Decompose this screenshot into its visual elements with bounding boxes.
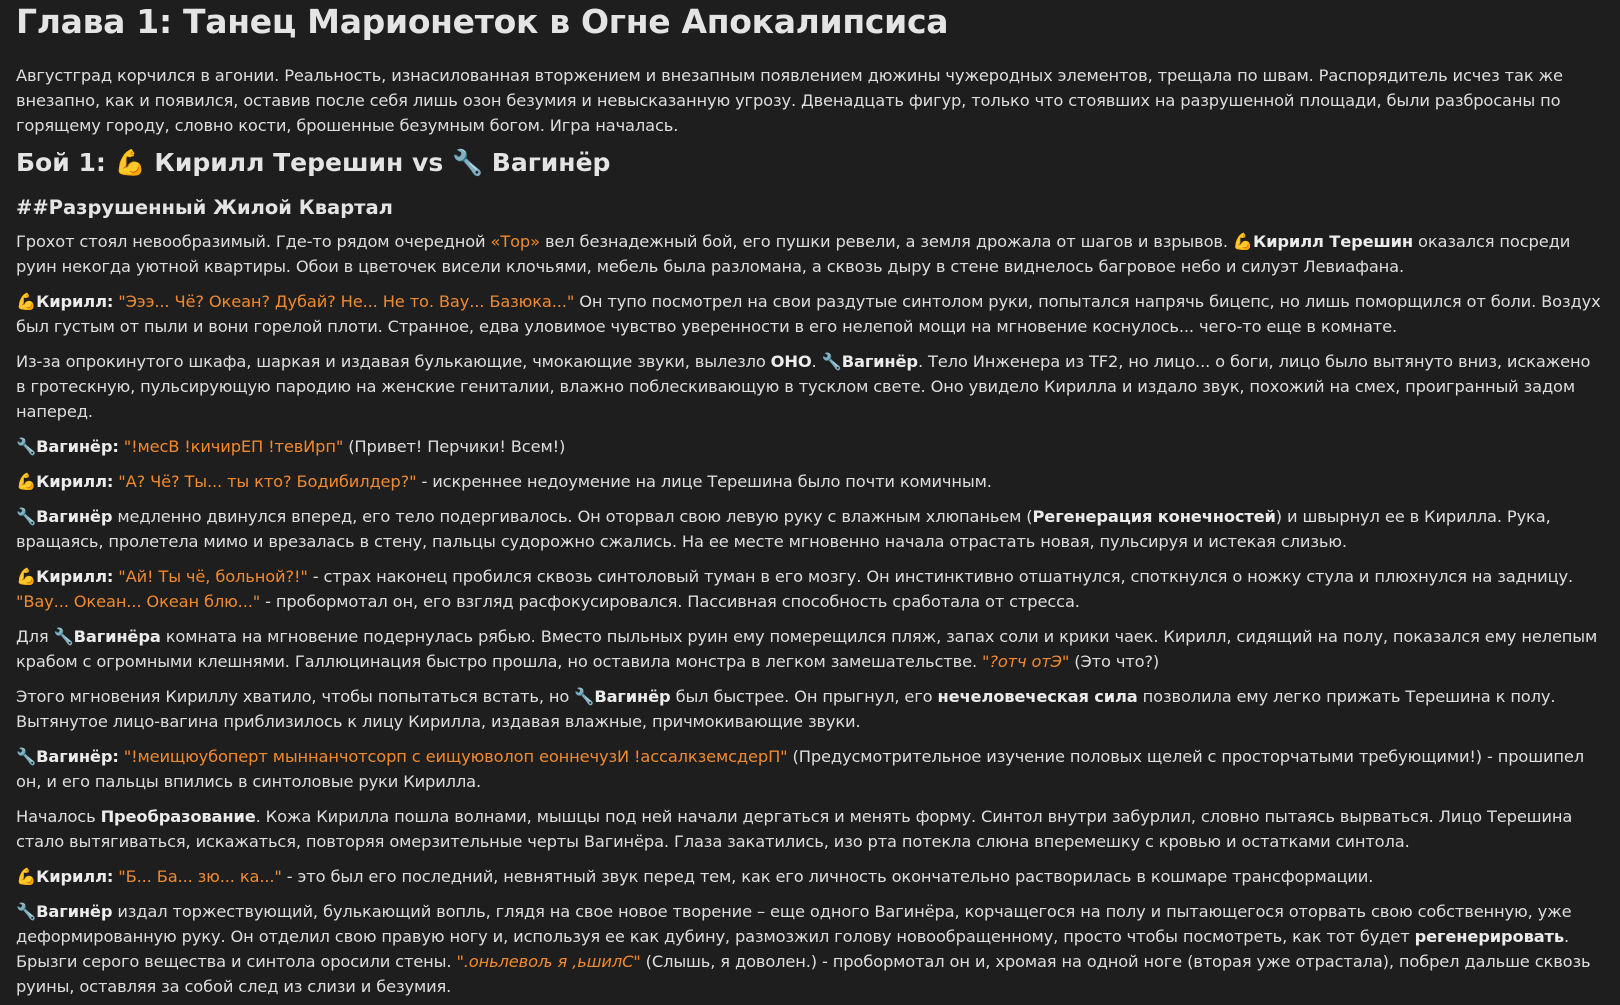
text: Для xyxy=(16,627,54,646)
character-name: Вагинёр xyxy=(594,687,671,706)
story-paragraph xyxy=(16,804,1602,854)
wrench-icon: 🔧 xyxy=(821,352,842,371)
text: Из-за опрокинутого шкафа, шаркая и издавая булькающие, чмокающие звуки, вылезло xyxy=(16,352,771,371)
skill-name: нечеловеческая сила xyxy=(937,687,1138,706)
dialogue-quote: ".оньлевољ я ,ьшилС" xyxy=(456,952,641,971)
text: ) и швырнул ее в Кирилла. Рука, вращаясь, пролетела мимо и врезалась в стену, пальцы судорожно сжались. На ее месте мгновенно начала отрастать новая, пульсируя и истекая слизью. xyxy=(16,507,1551,551)
text: вел безнадежный бой, его пушки ревели, а земля дрожала от шагов и взрывов. xyxy=(539,232,1233,251)
fight-heading xyxy=(16,146,1602,180)
flexed-biceps-icon: 💪 xyxy=(16,292,37,311)
character-name: Вагинёр xyxy=(841,352,918,371)
wrench-icon: 🔧 xyxy=(53,627,74,646)
character-name: Вагинёр xyxy=(36,507,113,526)
skill-name: регенерировать xyxy=(1414,927,1564,946)
speaker-name: Кирилл: xyxy=(36,292,114,311)
skill-name: Регенерация конечностей xyxy=(1032,507,1276,526)
flexed-biceps-icon: 💪 xyxy=(1232,232,1254,251)
chapter-title: Глава 1: Танец Марионеток в Огне Апокалипсиса xyxy=(16,2,949,41)
wrench-icon: 🔧 xyxy=(574,687,595,706)
text: . Кожа Кирилла пошла волнами, мышцы под ней начали дергаться и менять форму. Синтол внутри забурлил, словно пытаясь вырваться. Лицо Терешина стало вытягиваться, искажаться, повторяя омерзительные черты Вагинёра. Глаза закатились, изо рта потекла слюна вперемешку с кровью и остатками синтола. xyxy=(16,807,1573,851)
text: (Слышь, я доволен.) - пробормотал он и, хромая на одной ноге (вторая уже отрастала), побрел дальше сквозь руины, оставляя за собой след из слизи и безумия. xyxy=(16,952,1591,996)
speaker-name: Вагинёр: xyxy=(36,437,119,456)
story-paragraph xyxy=(16,349,1602,424)
fight-prefix: Бой 1: xyxy=(16,148,106,177)
dialogue-paragraph xyxy=(16,469,1602,494)
text: Он тупо посмотрел на свои раздутые синтолом руки, попытался напрячь бицепс, но лишь поморщился от боли. Воздух был густым от пыли и вони горелой плоти. Странное, едва уловимое чувство уверенности в его нелепой мощи на мгновение коснулось... чего-то еще в комнате. xyxy=(16,292,1601,336)
story-paragraph xyxy=(16,504,1602,554)
intro-paragraph: Августград корчился в агонии. Реальность, изнасилованная вторжением и внезапным появлением дюжины чужеродных элементов, трещала по швам. Распорядитель исчез так же внезапно, как и появился, оставив после себя лишь озон безумия и невысказанную угрозу. Двенадцать фигур, только что стоявших на разрушенной площади, были разбросаны по горящему городу, словно кости, брошенные безумным богом. Игра началась. xyxy=(16,66,1563,135)
text: (Это что?) xyxy=(1069,652,1160,671)
text: - это был его последний, невнятный звук перед тем, как его личность окончательно растворилась в кошмаре трансформации. xyxy=(281,867,1374,886)
dialogue-paragraph xyxy=(16,434,1602,459)
speaker-name: Кирилл: xyxy=(36,567,114,586)
character-name: Кирилл Терешин xyxy=(1253,232,1414,251)
dialogue-quote: "Эээ... Чё? Океан? Дубай? Не... Не то. Вау... Базюка..." xyxy=(118,292,575,311)
dialogue-quote: "!меищюубоперт мыннанчотсорп с еищуюволоп еоннечузИ !ассалкземсдерП" xyxy=(123,747,788,766)
flexed-biceps-icon: 💪 xyxy=(16,567,37,586)
wrench-icon: 🔧 xyxy=(16,747,37,766)
text: - страх наконец пробился сквозь синтоловый туман в его мозгу. Он инстинктивно отшатнулся, споткнулся о ножку стула и плюхнулся на задницу. xyxy=(307,567,1574,586)
character-name: Вагинёр xyxy=(36,902,113,921)
versus-label: vs xyxy=(412,148,444,177)
fighter-one-name: Кирилл Терешин xyxy=(154,148,404,177)
story-paragraph xyxy=(16,624,1602,674)
dialogue-quote: "!месВ !кичирЕП !тевИрп" xyxy=(123,437,344,456)
speaker-name: Кирилл: xyxy=(36,472,114,491)
dialogue-paragraph xyxy=(16,864,1602,889)
dialogue-paragraph xyxy=(16,289,1602,339)
text: был быстрее. Он прыгнул, его xyxy=(670,687,938,706)
location-heading: ##Разрушенный Жилой Квартал xyxy=(16,196,393,219)
text: (Предусмотрительное изучение половых щелей с просторчатыми требующими!) - прошипел он, и его пальцы впились в синтоловые руки Кирилла. xyxy=(16,747,1585,791)
fighter-two-name: Вагинёр xyxy=(491,148,611,177)
text: Грохот стоял невообразимый. Где-то рядом очередной xyxy=(16,232,491,251)
skill-name: Преобразование xyxy=(100,807,256,826)
wrench-icon: 🔧 xyxy=(451,148,484,177)
text: . Брызги серого вещества и синтола оросили стены. xyxy=(16,927,1570,971)
dialogue-quote: "А? Чё? Ты... ты кто? Бодибилдер?" xyxy=(118,472,417,491)
wrench-icon: 🔧 xyxy=(16,437,37,456)
flexed-biceps-icon: 💪 xyxy=(114,148,146,177)
text: Этого мгновения Кириллу хватило, чтобы попытаться встать, но xyxy=(16,687,575,706)
text: Началось xyxy=(16,807,101,826)
text: . Тело Инженера из TF2, но лицо... о боги, лицо было вытянуто вниз, искажено в гротескную, пульсирующую пародию на женские гениталии, влажно поблескивающую в тусклом свете. Оно увидело Кирилла и издало звук, похожий на смех, проигранный задом наперед. xyxy=(16,352,1591,421)
speaker-name: Кирилл: xyxy=(36,867,114,886)
story-paragraph xyxy=(16,229,1602,279)
text: . xyxy=(811,352,822,371)
wrench-icon: 🔧 xyxy=(16,902,37,921)
text: оказался посреди руин некогда уютной квартиры. Обои в цветочек висели клочьями, мебель была разломана, а сквозь дыру в стене виднелось багровое небо и силуэт Левиафана. xyxy=(16,232,1571,276)
dialogue-quote: "?отч отЭ" xyxy=(982,652,1070,671)
tor-mention: «Тор» xyxy=(490,232,540,251)
emphasis: ОНО xyxy=(770,352,812,371)
text: медленно двинулся вперед, его тело подергивалось. Он оторвал свою левую руку с влажным хлюпаньем ( xyxy=(112,507,1033,526)
dialogue-paragraph xyxy=(16,744,1602,794)
flexed-biceps-icon: 💪 xyxy=(16,472,37,491)
flexed-biceps-icon: 💪 xyxy=(16,867,37,886)
wrench-icon: 🔧 xyxy=(16,507,37,526)
dialogue-quote: "Ай! Ты чё, больной?!" xyxy=(118,567,308,586)
text: (Привет! Перчики! Всем!) xyxy=(343,437,566,456)
text: - пробормотал он, его взгляд расфокусировался. Пассивная способность сработала от стресса. xyxy=(260,592,1080,611)
story-paragraph xyxy=(16,899,1602,999)
dialogue-quote: "Б... Ба... зю... ка..." xyxy=(118,867,282,886)
character-name: Вагинёра xyxy=(73,627,161,646)
dialogue-quote: "Вау... Океан... Океан блю..." xyxy=(16,592,261,611)
text: позволила ему легко прижать Терешина к полу. Вытянутое лицо-вагина приблизилось к лицу Кирилла, издавая влажные, причмокивающие звуки. xyxy=(16,687,1556,731)
text: - искреннее недоумение на лице Терешина было почти комичным. xyxy=(416,472,992,491)
text: издал торжествующий, булькающий вопль, глядя на свое новое творение – еще одного Вагинёра, корчащегося на полу и пытающегося оторвать свою собственную, уже деформированную руку. Он отделил свою правую ногу и, используя ее как дубину, размозжил голову новообращенному, просто чтобы посмотреть, как тот будет xyxy=(16,902,1572,946)
story-paragraph xyxy=(16,684,1602,734)
text: комната на мгновение подернулась рябью. Вместо пыльных руин ему померещился пляж, запах соли и крики чаек. Кирилл, сидящий на полу, показался ему нелепым крабом с огромными клешнями. Галлюцинация быстро прошла, но оставила монстра в легком замешательстве. xyxy=(16,627,1598,671)
speaker-name: Вагинёр: xyxy=(36,747,119,766)
dialogue-paragraph xyxy=(16,564,1602,614)
